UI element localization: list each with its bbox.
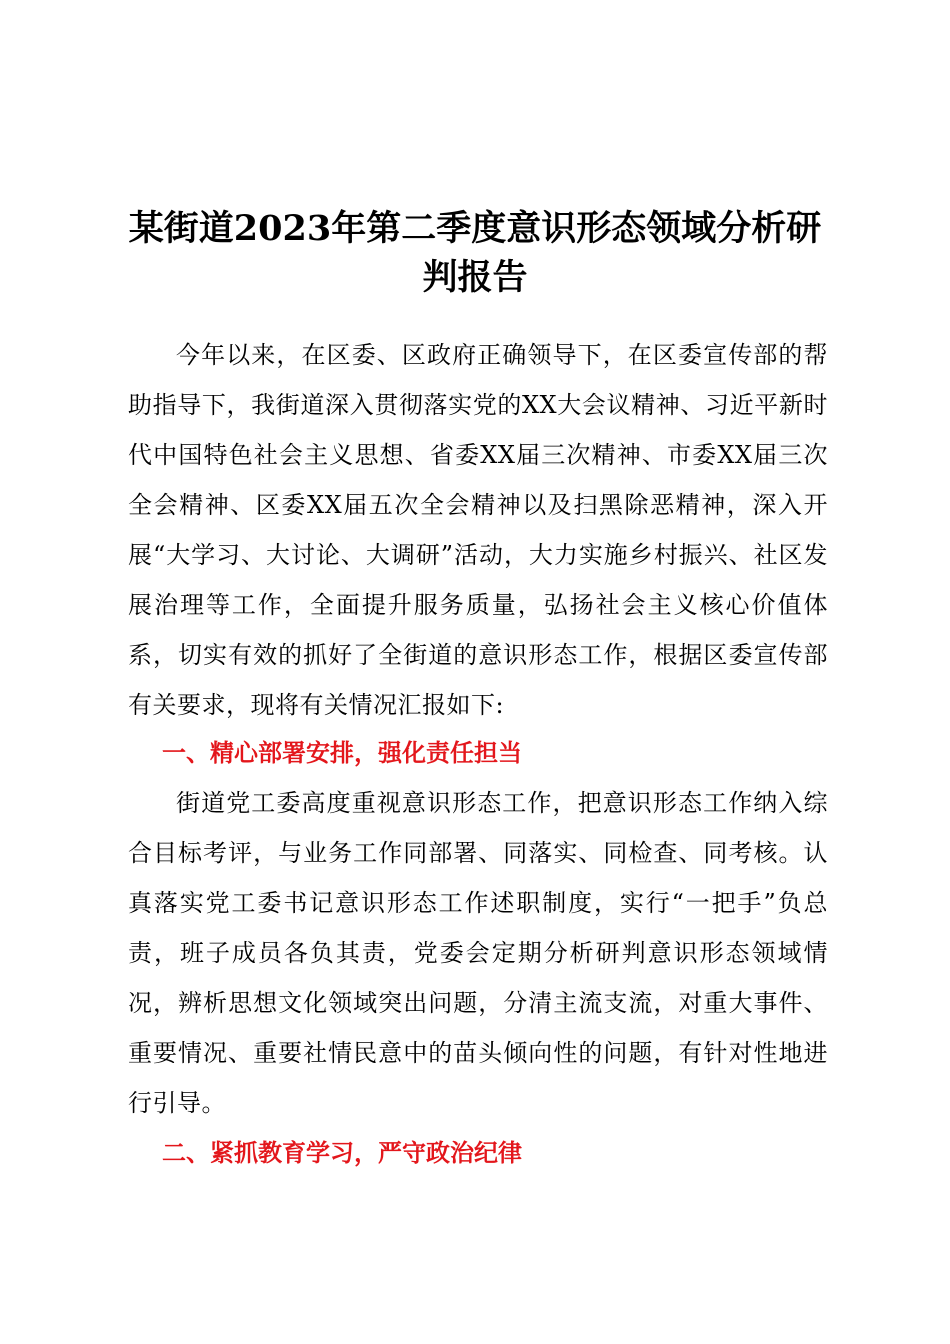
title-line-2: 判报告 [422, 257, 528, 298]
document-title [110, 204, 840, 302]
section-heading-2: 二、紧抓教育学习，严守政治纪律 [162, 1139, 522, 1167]
section-heading-1: 一、精心部署安排，强化责任担当 [162, 739, 522, 767]
title-line-1: 某街道2023年第二季度意识形态领域分析研 [128, 208, 822, 249]
section-paragraph-1: 街道党工委高度重视意识形态工作，把意识形态工作纳入综合目标考评，与业务工作同部署、同落实、同检查、同考核。认真落实党工委书记意识形态工作述职制度，实行“一把手”负总责，班子成员各负其责，党委会定期分析研判意识形态领域情况，辨析思想文化领域突出问题，分清主流支流，对重大事件、重要情况、重要社情民意中的苗头倾向性的问题，有针对性地进行引导。 [128, 789, 828, 1117]
intro-paragraph: 今年以来，在区委、区政府正确领导下，在区委宣传部的帮助指导下，我街道深入贯彻落实党的XX大会议精神、习近平新时代中国特色社会主义思想、省委XX届三次精神、市委XX届三次全会精神、区委XX届五次全会精神以及扫黑除恶精神，深入开展“大学习、大讨论、大调研”活动，大力实施乡村振兴、社区发展治理等工作，全面提升服务质量，弘扬社会主义核心价值体系，切实有效的抓好了全街道的意识形态工作，根据区委宣传部有关要求，现将有关情况汇报如下: [128, 341, 828, 719]
